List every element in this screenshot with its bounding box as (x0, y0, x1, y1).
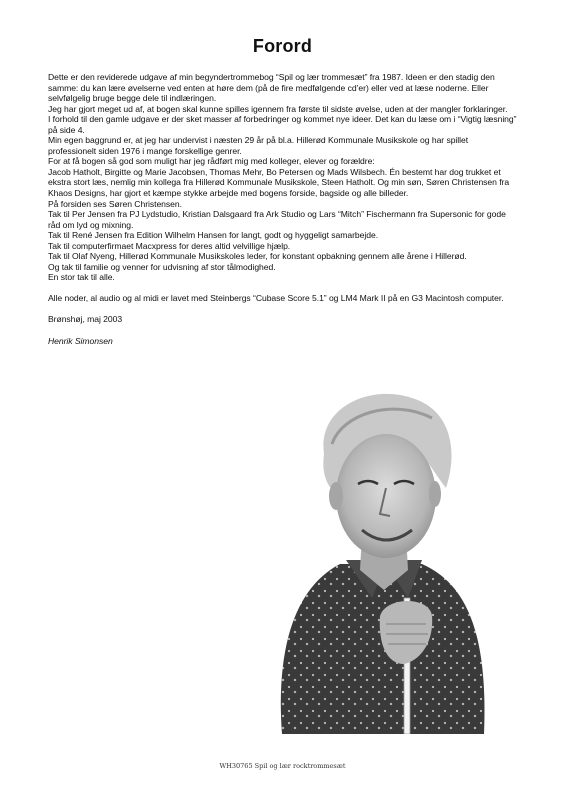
paragraph: For at få bogen så god som muligt har jeg rådført mig med kolleger, elever og forældre: (48, 156, 375, 167)
paragraph: I forhold til den gamle udgave er der sket masser af forbedringer og kommet nye ideer. Det kan du læse om i “Vigtig læsning” på side 4. (48, 114, 517, 135)
paragraph: Min egen baggrund er, at jeg har undervist i næsten 29 år på bl.a. Hillerød Kommunale Musikskole og har spillet professionelt siden 1976 i mange forskellige genrer. (48, 135, 469, 156)
paragraph: Jacob Hatholt, Birgitte og Marie Jacobsen, Thomas Mehr, Bo Petersen og Mads Wilsbech. Én bestemt har dog trukket et ekstra stort læs, nemlig min kollega fra Hillerød Kommunale Musikskole, Steen Hatholt. Og min søn, Søren Christensen fra Khaos Designs, har gjort et kæmpe stykke arbejde med bogens forside, bagside og alle billeder. (48, 166, 510, 199)
page-footer: WH30765 Spil og lær rocktrommesæt (219, 762, 346, 770)
paragraph: Tak til Per Jensen fra PJ Lydstudio, Kristian Dalsgaard fra Ark Studio og Lars “Mitch” Fischermann fra Supersonic for gode råd om lyd og mixning. (48, 209, 506, 230)
foreword-body (48, 72, 518, 346)
paragraph: Tak til Olaf Nyeng, Hillerød Kommunale Musikskoles leder, for konstant opbakning gennem alle årene i Hillerød. (48, 251, 467, 262)
paragraph: Tak til computerfirmaet Macxpress for deres altid velvillige hjælp. (48, 240, 291, 251)
paragraph: Og tak til familie og venner for udvisning af stor tålmodighed. (48, 261, 276, 272)
author-portrait (262, 384, 498, 734)
signature: Henrik Simonsen (48, 335, 113, 346)
paragraph: En stor tak til alle. (48, 272, 115, 283)
paragraph: På forsiden ses Søren Christensen. (48, 198, 182, 209)
paragraph: Dette er den reviderede udgave af min begyndertrommebog “Spil og lær trommesæt” fra 1987. Ideen er den stadig den samme: du kan lære øvelserne ved enten at høre dem (på de fire medfølgende cd’er) eller ved at læse noderne. Eller selvfølgelig bruge begge dele til indlæringen. (48, 72, 495, 104)
audio-note: Alle noder, al audio og al midi er lavet med Steinbergs “Cubase Score 5.1” og LM4 Mark II på en G3 Macintosh computer. (48, 293, 504, 304)
page-title: Forord (252, 36, 313, 56)
place-date: Brønshøj, maj 2003 (48, 314, 123, 325)
paragraph: Tak til René Jensen fra Edition Wilhelm Hansen for langt, godt og hyggeligt samarbejde. (48, 230, 379, 241)
paragraph: Jeg har gjort meget ud af, at bogen skal kunne spilles igennem fra første til sidste øvelse, uden at der mangler forklaringer. (48, 103, 508, 114)
